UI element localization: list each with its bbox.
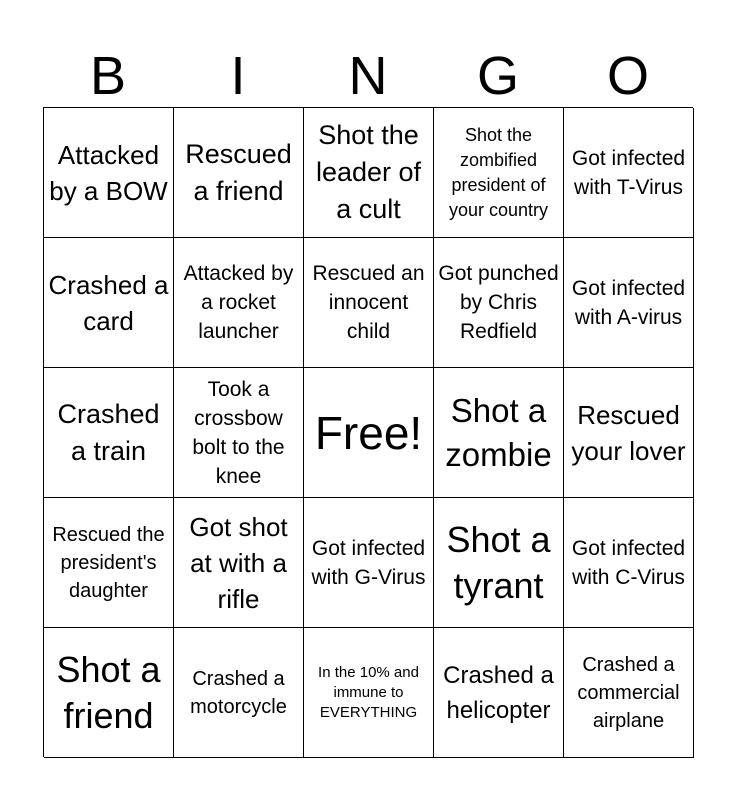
bingo-cell[interactable] [174,238,304,368]
cell-text: Took a crossbow bolt to the knee [192,377,285,488]
bingo-cell[interactable] [564,108,694,238]
bingo-cell[interactable] [174,108,304,238]
bingo-cell[interactable] [564,498,694,628]
cell-text: Got shot at with a rifle [189,511,288,614]
bingo-cell[interactable] [174,498,304,628]
bingo-cell[interactable] [174,628,304,758]
header-letter-b: B [89,46,127,106]
bingo-cell[interactable] [304,498,434,628]
bingo-cell[interactable] [434,498,564,628]
bingo-cell[interactable] [44,108,174,238]
cell-text: In the 10% and immune to EVERYTHING [318,663,419,721]
bingo-cell[interactable] [44,498,174,628]
bingo-cell[interactable] [304,108,434,238]
cell-text: Got infected with G-Virus [311,536,426,589]
bingo-cell[interactable] [434,628,564,758]
bingo-cell[interactable] [434,108,564,238]
bingo-cell[interactable] [174,368,304,498]
cell-text: Got infected with A-virus [571,276,686,329]
bingo-cell[interactable] [44,368,174,498]
bingo-cell[interactable] [304,368,434,498]
bingo-header [43,44,693,108]
bingo-cell[interactable] [434,238,564,368]
cell-text: Rescued your lover [571,399,686,466]
cell-text: Got infected with T-Virus [571,146,686,199]
bingo-card [43,107,693,757]
bingo-cell[interactable] [564,238,694,368]
cell-text: Got infected with C-Virus [571,536,686,589]
cell-text: Shot the zombified president of your country [448,124,549,220]
cell-text: Rescued an innocent child [312,262,425,343]
bingo-cell[interactable] [564,368,694,498]
cell-text: Crashed a commercial airplane [577,653,680,732]
cell-text: Got punched by Chris Redfield [438,262,559,343]
header-letter-n: N [348,46,388,106]
bingo-cell[interactable] [564,628,694,758]
header-letter-o: O [606,46,649,106]
bingo-cell[interactable] [44,238,174,368]
cell-text: Shot a zombie [445,391,552,473]
bingo-cell[interactable] [304,628,434,758]
cell-text: Shot a tyrant [446,518,551,606]
cell-text: Crashed a motorcycle [190,667,287,718]
cell-text: Attacked by a rocket launcher [183,262,294,343]
bingo-cell[interactable] [44,628,174,758]
free-space: Free! [314,406,423,459]
cell-text: Crashed a card [48,269,169,336]
cell-text: Shot the leader of a cult [315,120,422,224]
bingo-cell[interactable] [304,238,434,368]
cell-text: Rescued a friend [185,138,292,206]
cell-text: Rescued the president's daughter [52,523,165,602]
cell-text: Crashed a helicopter [443,661,554,724]
cell-text: Crashed a train [57,398,160,466]
bingo-cell[interactable] [434,368,564,498]
cell-text: Attacked by a BOW [49,139,168,206]
cell-text: Shot a friend [56,648,161,736]
header-letter-i: I [230,46,246,106]
header-letter-g: G [476,46,519,106]
